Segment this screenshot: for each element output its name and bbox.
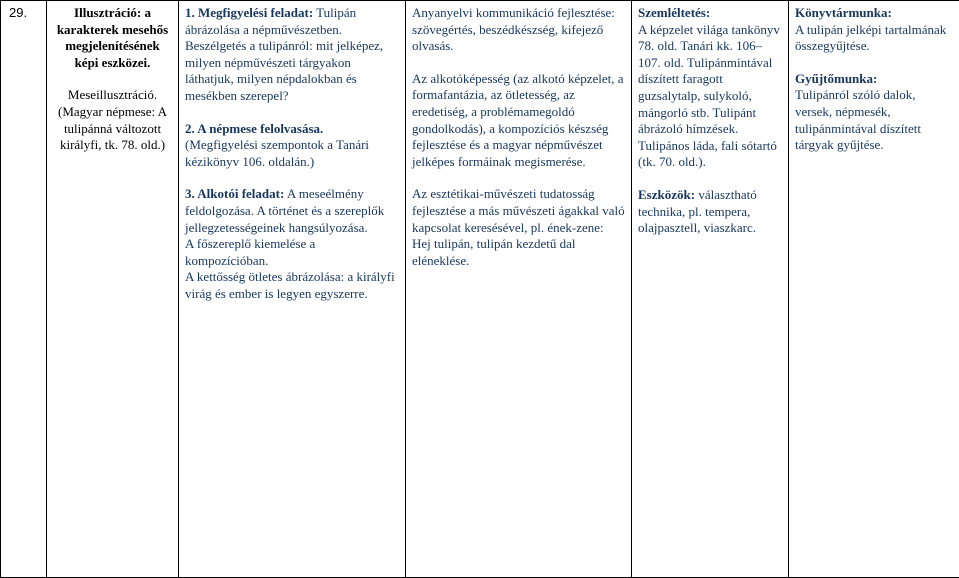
topic-line-2: (Magyar népmese: A tulipánná változott királyfi, tk. 78. old.) <box>57 103 168 153</box>
row-number-cell <box>1 1 47 578</box>
collection-text: Tulipánról szóló dalok, versek, népmesék, tulipánmintával díszített tárgyak gyűjtése. <box>795 87 922 153</box>
library-text: A tulipán jelképi tartalmának összegyűjtése. <box>795 21 947 54</box>
task-3-text: A meseélmény feldolgozása. A történet és a szereplők jellegzetességeinek hangsúlyozása. <box>185 186 385 235</box>
task-1-text: Beszélgetés a tulipánról: mit jelképez, milyen népművészeti tárgyakon láthatjuk, milyen népdalokban és mesékben szerepel? <box>185 38 384 103</box>
task-2-text: (Megfigyelési szempontok a Tanári kézikönyv 106. oldalán.) <box>185 137 370 169</box>
competencies-cell <box>406 1 632 578</box>
task-1-title: Tulipán ábrázolása a népművészetben. <box>185 5 357 37</box>
task-1-label: 1. Megfigyelési feladat: <box>185 5 314 20</box>
competency-3: Az esztétikai-művészeti tudatosság fejlesztése a más művészeti ágakkal való kapcsolat keresésével, pl. ének-zene: Hej tulipán, tulipán kezdetű dal eléneklése. <box>412 186 625 268</box>
task-3-label: 3. Alkotói feladat: <box>185 186 285 202</box>
materials-cell <box>632 1 789 578</box>
row-number: 29. <box>9 5 28 20</box>
tools-text: választható technika, pl. tempera, olajpasztell, viaszkarc. <box>638 186 757 236</box>
topic-title: Illusztráció: a karakterek mesehős megjelenítésének képi eszközei. <box>56 5 169 70</box>
task-3-line-2: A főszereplő kiemelése a kompozícióban. <box>185 236 316 268</box>
task-3-heading <box>185 186 399 236</box>
task-2-heading: 2. A népmese felolvasása. <box>185 120 324 136</box>
illustration-label: Szemléltetés: <box>638 5 711 20</box>
competency-2: Az alkotóképesség (az alkotó képzelet, a formafantázia, az ötletesség, az eredetiség, a problémamegoldó gondolkodás), a kompozíciós készség fejlesztése és a magyar népművészet jelképes formáinak megismerése. <box>412 70 624 169</box>
topic-cell <box>47 1 179 578</box>
collection-label: Gyűjtőmunka: <box>795 70 878 86</box>
table-row <box>1 1 959 578</box>
illustration-text: A képzelet világa tankönyv 78. old. Tanári kk. 106–107. old. Tulipánmintával díszített faragott guzsalytalp, sulykoló, mángorló stb. Tulipánt ábrázoló hímzések. Tulipános láda, fali sótartó (tk. 70. old.). <box>638 21 780 170</box>
library-cell <box>789 1 959 578</box>
tools-paragraph <box>638 187 782 237</box>
task-3-line-3: A kettősség ötletes ábrázolása: a királyfi virág és ember is legyen egyszerre. <box>185 269 395 301</box>
task-1-heading <box>185 5 399 38</box>
topic-line-1: Meseillusztráció. <box>67 87 158 103</box>
competency-1: Anyanyelvi kommunikáció fejlesztése: szövegértés, beszédkészség, kifejező olvasás. <box>412 5 615 54</box>
tools-label: Eszközök: <box>638 186 696 202</box>
activities-cell <box>179 1 406 578</box>
library-label: Könyvtármunka: <box>795 5 892 20</box>
